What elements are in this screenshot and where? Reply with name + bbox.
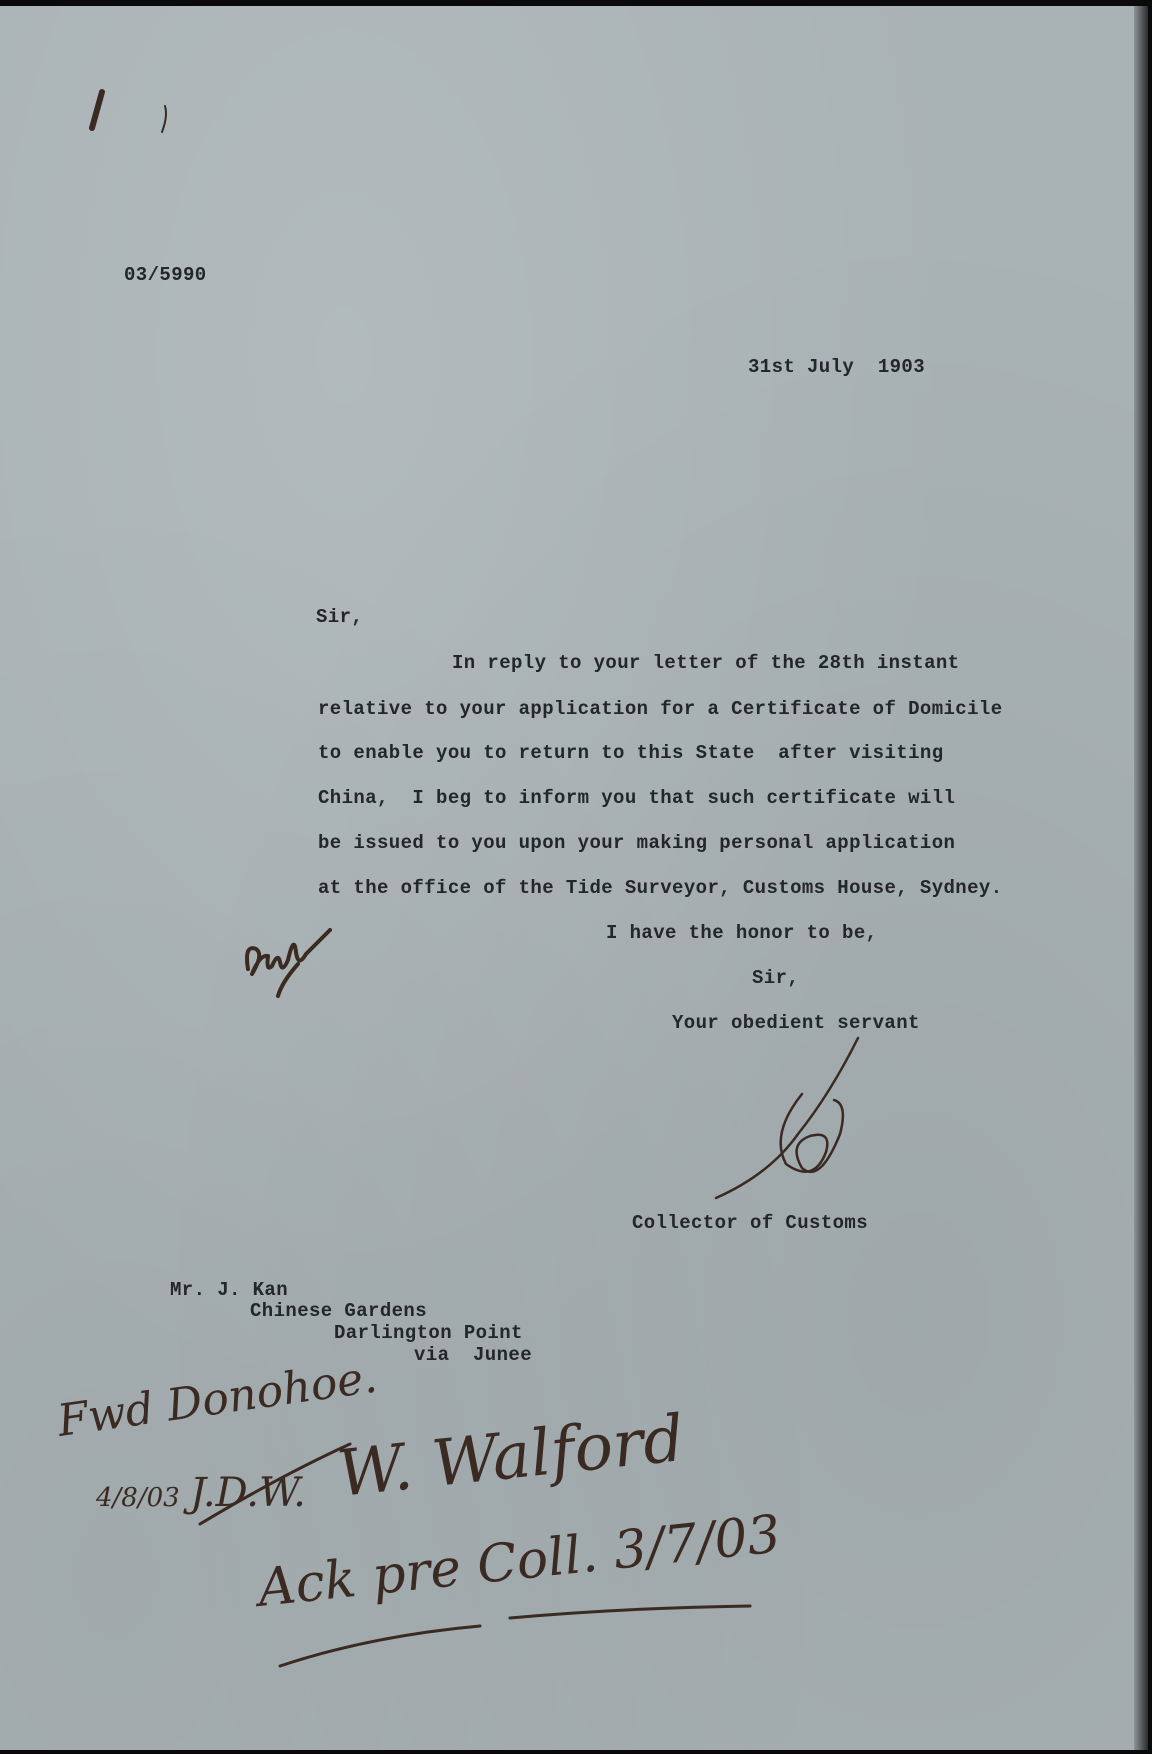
closing-line-2: Sir,: [752, 967, 800, 989]
closing-line-1: I have the honor to be,: [606, 922, 878, 944]
addressee-line-1: Chinese Gardens: [250, 1300, 428, 1322]
closing-line-3: Your obedient servant: [672, 1012, 920, 1034]
margin-initials-signature: [238, 924, 338, 1004]
handwritten-note-initials: J.D.W.: [190, 1470, 306, 1516]
addressee-line-3: via Junee: [414, 1344, 533, 1366]
signatory-title: Collector of Customs: [632, 1212, 869, 1234]
page-edge-shadow: [1134, 6, 1148, 1750]
collector-signature: [710, 1034, 880, 1204]
body-line-5: be issued to you upon your making personal application: [318, 832, 956, 854]
corner-pencil-mark: [80, 84, 170, 144]
file-number: 03/5990: [124, 264, 207, 286]
letter-page: [0, 6, 1148, 1750]
body-line-4: China, I beg to inform you that such certificate will: [318, 787, 956, 809]
handwritten-note-date: 4/8/03: [96, 1483, 180, 1513]
handwritten-note-forward: Fwd Donohoe.: [54, 1351, 381, 1447]
body-line-3: to enable you to return to this State after visiting: [318, 742, 944, 764]
addressee-line-2: Darlington Point: [334, 1322, 523, 1344]
body-line-2: relative to your application for a Certificate of Domicile: [318, 698, 1003, 720]
addressee-name: Mr. J. Kan: [170, 1279, 289, 1301]
handwritten-signature-walford: W. Walford: [333, 1401, 688, 1512]
body-line-6: at the office of the Tide Surveyor, Customs House, Sydney.: [318, 877, 1003, 899]
handwritten-note-acknowledge: Ack pre Coll. 3/7/03: [255, 1504, 784, 1619]
salutation: Sir,: [316, 606, 364, 628]
body-line-1: In reply to your letter of the 28th instant: [452, 652, 960, 674]
letter-date: 31st July 1903: [748, 356, 926, 378]
